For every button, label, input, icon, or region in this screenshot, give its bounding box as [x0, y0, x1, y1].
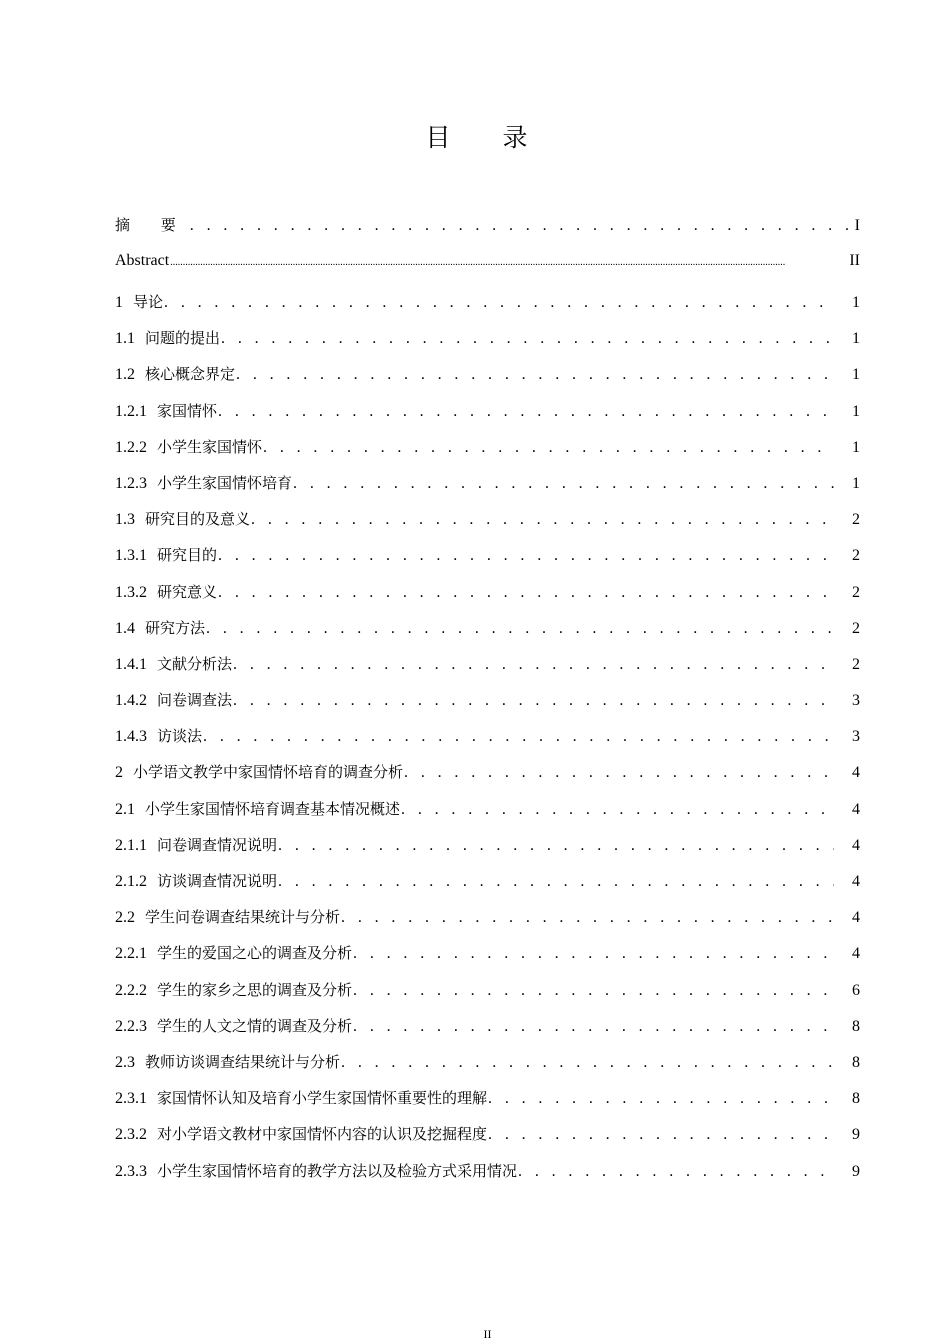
toc-entry-number: 2.1.2: [115, 873, 147, 890]
toc-entry[interactable]: [115, 468, 860, 504]
toc-entry-page: 4: [852, 909, 860, 927]
toc-entry-title: 小学生家国情怀培育: [157, 473, 293, 492]
toc-entry-page: 3: [852, 728, 860, 746]
toc-entry[interactable]: [115, 1083, 860, 1119]
toc-entry-title: 核心概念界定: [145, 365, 236, 384]
toc-entry-number: 1.4.1: [115, 655, 147, 673]
toc-dot-leader: [353, 1012, 834, 1042]
toc-entry-number: 2.3.3: [115, 1162, 147, 1180]
toc-dot-leader: [233, 686, 834, 716]
toc-dot-leader: [278, 831, 834, 861]
toc-entry[interactable]: [115, 649, 860, 685]
toc-entry-number: 2.2.1: [115, 945, 147, 963]
toc-entry-title: 学生的爱国之心的调查及分析: [157, 944, 353, 963]
toc-entry-page: 2: [852, 511, 860, 529]
toc-entry[interactable]: [115, 287, 860, 323]
toc-entry[interactable]: [115, 794, 860, 830]
toc-entry-number: 1.3: [115, 511, 135, 529]
toc-entry-page: 2: [852, 583, 860, 601]
toc-entry[interactable]: [115, 757, 860, 793]
toc-entry[interactable]: [115, 975, 860, 1011]
toc-entry[interactable]: [115, 830, 860, 866]
toc-entry-title: Abstract: [115, 252, 170, 269]
toc-dot-leader: [236, 360, 834, 390]
toc-entry-number: 1.3.1: [115, 547, 147, 565]
toc-entry-page: 4: [852, 945, 860, 963]
toc-entry[interactable]: [115, 685, 860, 721]
toc-entry[interactable]: [115, 246, 860, 287]
table-of-contents: [115, 210, 860, 1192]
toc-dot-leader: [218, 578, 834, 608]
toc-entry[interactable]: [115, 432, 860, 468]
toc-entry-title: 教师访谈调查结果统计与分析: [145, 1052, 341, 1071]
toc-entry-title: 导论: [133, 293, 164, 311]
toc-entry-title: 研究目的及意义: [145, 510, 251, 529]
toc-entry-page: 1: [852, 438, 860, 456]
toc-entry[interactable]: [115, 1119, 860, 1155]
toc-entry-number: 2.3.2: [115, 1126, 147, 1144]
toc-entry-page: 4: [852, 873, 860, 890]
toc-entry-number: 2.3: [115, 1053, 135, 1071]
toc-dot-leader: [164, 288, 834, 318]
toc-entry-title: 摘 要: [115, 216, 189, 234]
toc-entry-page: 1: [852, 366, 860, 384]
toc-entry-number: 1.2.1: [115, 402, 147, 420]
toc-entry[interactable]: [115, 210, 860, 246]
toc-dot-leader: [341, 903, 834, 933]
toc-entry-page: 4: [852, 836, 860, 854]
toc-entry-title: 学生问卷调查结果统计与分析: [145, 908, 341, 927]
toc-dot-leader: [401, 795, 834, 825]
toc-entry-title: 问题的提出: [145, 329, 221, 348]
toc-entry-page: 6: [852, 981, 860, 999]
toc-entry-title: 家国情怀: [157, 401, 218, 420]
toc-dot-leader: [518, 1157, 834, 1187]
toc-entry-page: 1: [852, 474, 860, 492]
toc-entry-title: 访谈法: [157, 727, 203, 746]
toc-dot-leader: [353, 939, 834, 969]
toc-entry-page: 4: [852, 764, 860, 782]
toc-dot-leader: [278, 867, 834, 897]
toc-entry[interactable]: [115, 540, 860, 576]
toc-entry[interactable]: [115, 902, 860, 938]
toc-entry-number: 1.4: [115, 619, 135, 637]
page-number: II: [483, 1327, 492, 1341]
toc-entry-number: 2.2: [115, 909, 135, 927]
toc-entry-page: 8: [852, 1053, 860, 1071]
toc-entry-page: 8: [852, 1017, 860, 1035]
toc-entry[interactable]: [115, 396, 860, 432]
toc-entry-page: 9: [852, 1162, 860, 1180]
toc-entry-number: 1.2: [115, 366, 135, 384]
toc-dot-leader: [353, 976, 834, 1006]
toc-dot-leader: [203, 722, 834, 752]
toc-entry-page: 2: [852, 655, 860, 673]
toc-entry[interactable]: [115, 866, 860, 902]
toc-dot-leader: [206, 614, 834, 644]
toc-entry[interactable]: [115, 938, 860, 974]
toc-entry[interactable]: [115, 504, 860, 540]
toc-dot-leader: [263, 433, 834, 463]
toc-dot-leader: [218, 541, 834, 571]
toc-entry-title: 家国情怀认知及培育小学生家国情怀重要性的理解: [157, 1089, 488, 1108]
toc-title: 目 录: [425, 123, 550, 152]
toc-entry-number: 2.2.3: [115, 1017, 147, 1035]
toc-entry-page: 2: [852, 547, 860, 565]
toc-entry[interactable]: [115, 721, 860, 757]
toc-entry-number: 2.3.1: [115, 1090, 147, 1108]
toc-entry[interactable]: [115, 359, 860, 395]
toc-dot-leader: [404, 758, 834, 788]
toc-entry-title: 访谈调查情况说明: [157, 872, 278, 890]
toc-entry-page: 3: [852, 692, 860, 710]
toc-entry[interactable]: [115, 1047, 860, 1083]
toc-entry-title: 学生的家乡之思的调查及分析: [157, 980, 353, 999]
toc-dot-leader: [293, 469, 834, 499]
toc-dot-leader: [233, 650, 834, 680]
toc-dot-leader: [488, 1084, 834, 1114]
toc-entry-title: 问卷调查情况说明: [157, 835, 278, 854]
toc-entry[interactable]: [115, 1156, 860, 1192]
toc-entry-page: I: [854, 217, 860, 234]
toc-entry-number: 2: [115, 764, 123, 782]
toc-entry-page: 1: [852, 330, 860, 348]
toc-dot-leader: [488, 1120, 834, 1150]
toc-entry-number: 1.1: [115, 330, 135, 348]
toc-entry-title: 对小学语文教材中家国情怀内容的认识及挖掘程度: [157, 1125, 488, 1144]
toc-entry-number: 1.4.2: [115, 692, 147, 710]
toc-entry-number: 1.2.2: [115, 438, 147, 456]
toc-dot-leader: [221, 324, 834, 354]
toc-entry-title: 文献分析法: [157, 654, 233, 673]
toc-entry[interactable]: [115, 613, 860, 649]
toc-dot-leader: [190, 211, 851, 241]
toc-entry-page: 8: [852, 1090, 860, 1108]
toc-dot-leader: [170, 248, 846, 278]
toc-dot-leader: [218, 397, 834, 427]
toc-entry-page: 1: [852, 402, 860, 420]
toc-entry-title: 学生的人文之情的调查及分析: [157, 1016, 353, 1035]
toc-dot-leader: [251, 505, 834, 535]
toc-entry-number: 2.1.1: [115, 836, 147, 854]
toc-entry-title: 小学语文教学中家国情怀培育的调查分析: [133, 763, 404, 782]
toc-entry-title: 研究目的: [157, 546, 218, 565]
toc-entry-page: 2: [852, 619, 860, 637]
toc-dot-leader: [341, 1048, 834, 1078]
toc-entry-title: 问卷调查法: [157, 691, 233, 710]
toc-entry-number: 1.3.2: [115, 583, 147, 601]
toc-entry-title: 研究意义: [157, 582, 218, 601]
toc-entry-number: 1.4.3: [115, 728, 147, 746]
toc-entry-title: 小学生家国情怀培育调查基本情况概述: [145, 799, 401, 818]
toc-entry-title: 小学生家国情怀培育的教学方法以及检验方式采用情况: [157, 1161, 518, 1180]
toc-entry-title: 研究方法: [145, 618, 206, 637]
toc-entry-page: II: [849, 252, 860, 269]
toc-entry-number: 2.1: [115, 800, 135, 818]
toc-entry[interactable]: [115, 323, 860, 359]
toc-entry-page: 9: [852, 1126, 860, 1144]
toc-entry-page: 1: [852, 294, 860, 311]
toc-entry-page: 4: [852, 800, 860, 818]
toc-entry-number: 1.2.3: [115, 474, 147, 492]
toc-entry-title: 小学生家国情怀: [157, 437, 263, 456]
toc-entry[interactable]: [115, 577, 860, 613]
toc-entry-number: 1: [115, 294, 123, 311]
toc-entry-number: 2.2.2: [115, 981, 147, 999]
toc-entry[interactable]: [115, 1011, 860, 1047]
